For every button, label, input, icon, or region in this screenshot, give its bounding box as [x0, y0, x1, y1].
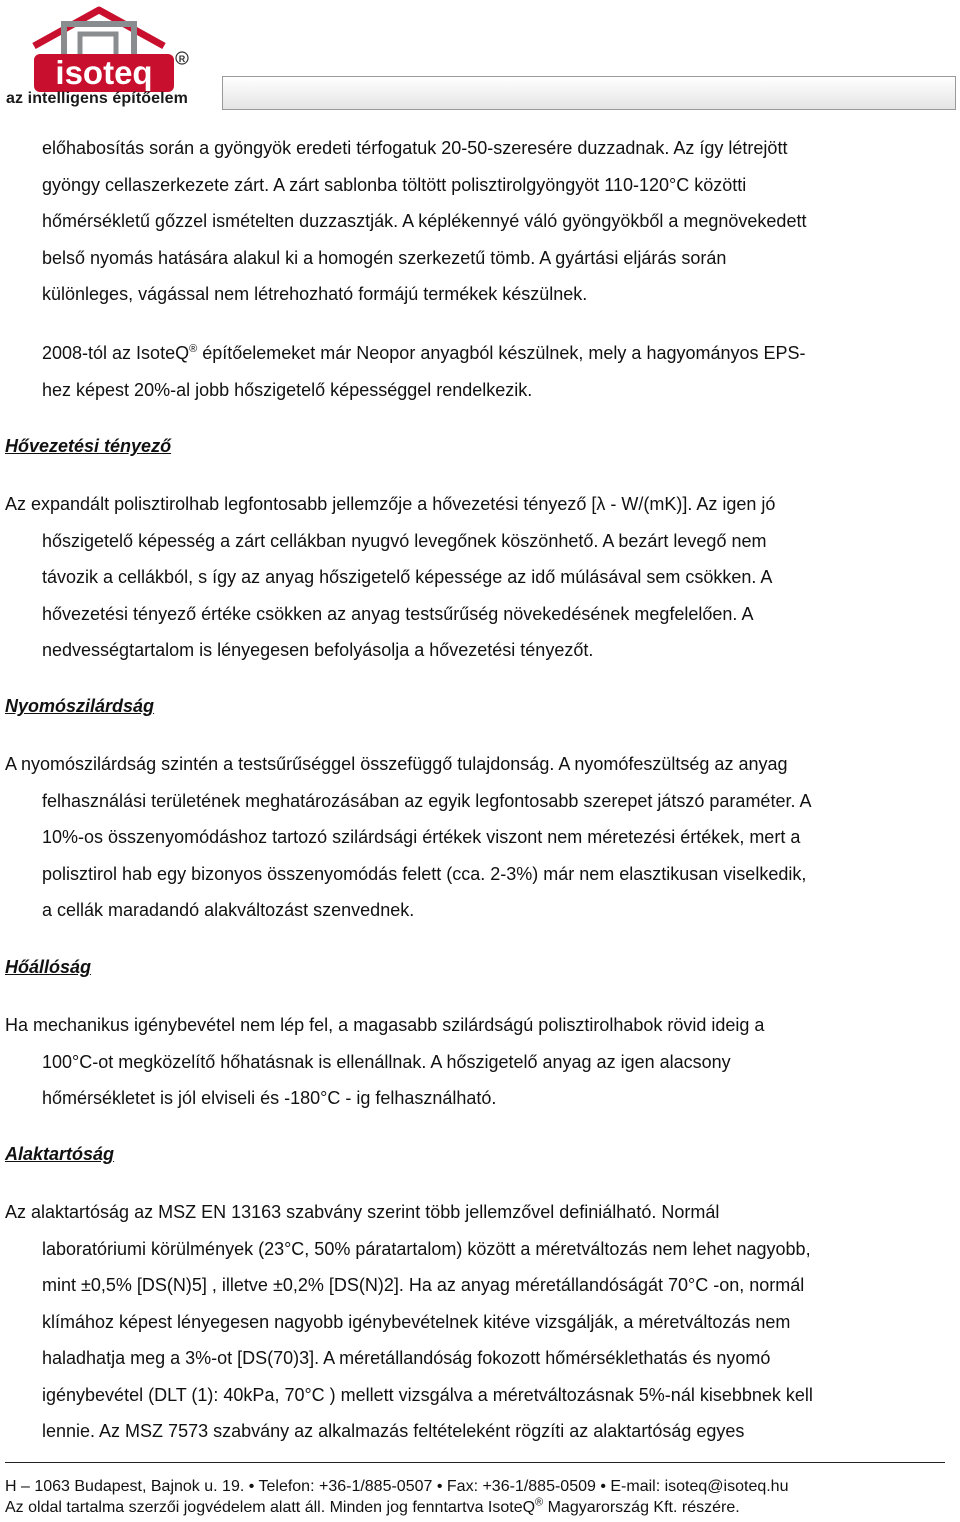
intro-paragraph: [5, 130, 952, 313]
neopor-line-1: 2008-tól az IsoteQ® építőelemeket már Neopor anyagból készülnek, mely a hagyományos EPS-: [42, 343, 806, 363]
paragraph-line: haladhatja meg a 3%-ot [DS(70)3]. A méretállandóság fokozott hőmérséklethatás és nyomó: [42, 1348, 771, 1368]
paragraph-line: Az alaktartóság az MSZ EN 13163 szabvány szerint több jellemzővel definiálható. Normál: [5, 1202, 720, 1222]
paragraph-line: A nyomószilárdság szintén a testsűrűséggel összefüggő tulajdonság. A nyomófeszültség az anyag: [5, 754, 788, 774]
neopor-line-2: hez képest 20%-al jobb hőszigetelő képességgel rendelkezik.: [42, 379, 533, 400]
intro-line: gyöngy cellaszerkezete zárt. A zárt sablonba töltött polisztirolgyöngyöt 110-120°C közötti: [42, 174, 747, 195]
registered-mark: ®: [535, 1496, 544, 1509]
alaktartosag-paragraph: [5, 1194, 952, 1450]
footer-contact-line: H – 1063 Budapest, Bajnok u. 19. • Telefon: +36-1/885-0507 • Fax: +36-1/885-0509 • E-mail: isoteq@isoteq.hu: [5, 1478, 789, 1495]
intro-line: előhabosítás során a gyöngyök eredeti térfogatuk 20-50-szeresére duzzadnak. Az így létrejött: [42, 138, 788, 158]
logo-wordmark: isoteq: [55, 54, 153, 91]
paragraph-line: felhasználási területének meghatározásában az egyik legfontosabb szerepet játszó paraméter. A: [42, 790, 812, 811]
section-heading-nyomoszilardsag: Nyomószilárdság: [5, 696, 155, 716]
neopor-paragraph: [5, 335, 952, 408]
page-header: [0, 0, 960, 118]
paragraph-line: polisztirol hab egy bizonyos összenyomódás felett (cca. 2-3%) már nem elasztikusan viselkedik,: [42, 863, 807, 884]
paragraph-line: hővezetési tényező értéke csökken az anyag testsűrűség növekedésének megfelelően. A: [42, 603, 754, 624]
paragraph-line: klímához képest lényegesen nagyobb igénybevételnek kitéve vizsgálják, a méretváltozás nem: [42, 1311, 791, 1332]
svg-text:R: R: [178, 54, 186, 64]
paragraph-line: Az expandált polisztirolhab legfontosabb jellemzője a hővezetési tényező [λ - W/(mK)]. Az igen jó: [5, 494, 776, 514]
footer-copyright-line: Az oldal tartalma szerzői jogvédelem alatt áll. Minden jog fenntartva IsoteQ® Magyarország Kft. részére.: [5, 1496, 740, 1516]
registered-mark: ®: [189, 343, 198, 355]
section-heading-hoallosag: Hőállóság: [5, 957, 92, 977]
intro-line: különleges, vágással nem létrehozható formájú termékek készülnek.: [42, 284, 588, 304]
section-heading-hovezetes: Hővezetési tényező: [5, 436, 172, 456]
page-footer: [5, 1476, 955, 1518]
paragraph-line: Ha mechanikus igénybevétel nem lép fel, a magasabb szilárdságú polisztirolhabok rövid ideig a: [5, 1015, 765, 1035]
paragraph-line: hőmérsékletet is jól elviseli és -180°C - ig felhasználható.: [42, 1088, 497, 1108]
paragraph-line: 100°C-ot megközelítő hőhatásnak is ellenállnak. A hőszigetelő anyag az igen alacsony: [42, 1051, 731, 1072]
nyomoszilardsag-paragraph: [5, 746, 952, 929]
paragraph-line: mint ±0,5% [DS(N)5] , illetve ±0,2% [DS(N)2]. Ha az anyag méretállandóságát 70°C -on, normál: [42, 1275, 805, 1295]
paragraph-line: laboratóriumi körülmények (23°C, 50% páratartalom) között a méretváltozás nem lehet nagyobb,: [42, 1238, 811, 1259]
paragraph-line: hőszigetelő képesség a zárt cellákban nyugvó levegőnek köszönhető. A bezárt levegő nem: [42, 530, 767, 551]
paragraph-line: a cellák maradandó alakváltozást szenvednek.: [42, 900, 415, 920]
paragraph-line: nedvességtartalom is lényegesen befolyásolja a hővezetési tényezőt.: [42, 640, 594, 660]
paragraph-line: 10%-os összenyomódáshoz tartozó szilárdsági értékek viszont nem méretezési értékek, mert a: [42, 827, 801, 847]
hoallosag-paragraph: [5, 1007, 952, 1117]
intro-line: belső nyomás hatására alakul ki a homogén szerkezetű tömb. A gyártási eljárás során: [42, 247, 727, 268]
footer-divider: [5, 1462, 945, 1463]
paragraph-line: igénybevétel (DLT (1): 40kPa, 70°C ) mellett vizsgálva a méretváltozásnak 5%-nál kisebbnek kell: [42, 1384, 813, 1405]
paragraph-line: távozik a cellákból, s így az anyag hőszigetelő képessége az idő múlásával sem csökken. A: [42, 567, 773, 587]
hovezetes-paragraph: [5, 486, 952, 669]
intro-line: hőmérsékletű gőzzel ismételten duzzasztják. A képlékennyé váló gyöngyökből a megnövekedett: [42, 211, 807, 231]
logo-tagline: az intelligens építőelem: [6, 90, 189, 107]
section-heading-alaktartosag: Alaktartóság: [5, 1144, 115, 1164]
header-bar: [222, 76, 956, 110]
paragraph-line: lennie. Az MSZ 7573 szabvány az alkalmazás feltételeként rögzíti az alaktartóság egyes: [42, 1421, 745, 1441]
